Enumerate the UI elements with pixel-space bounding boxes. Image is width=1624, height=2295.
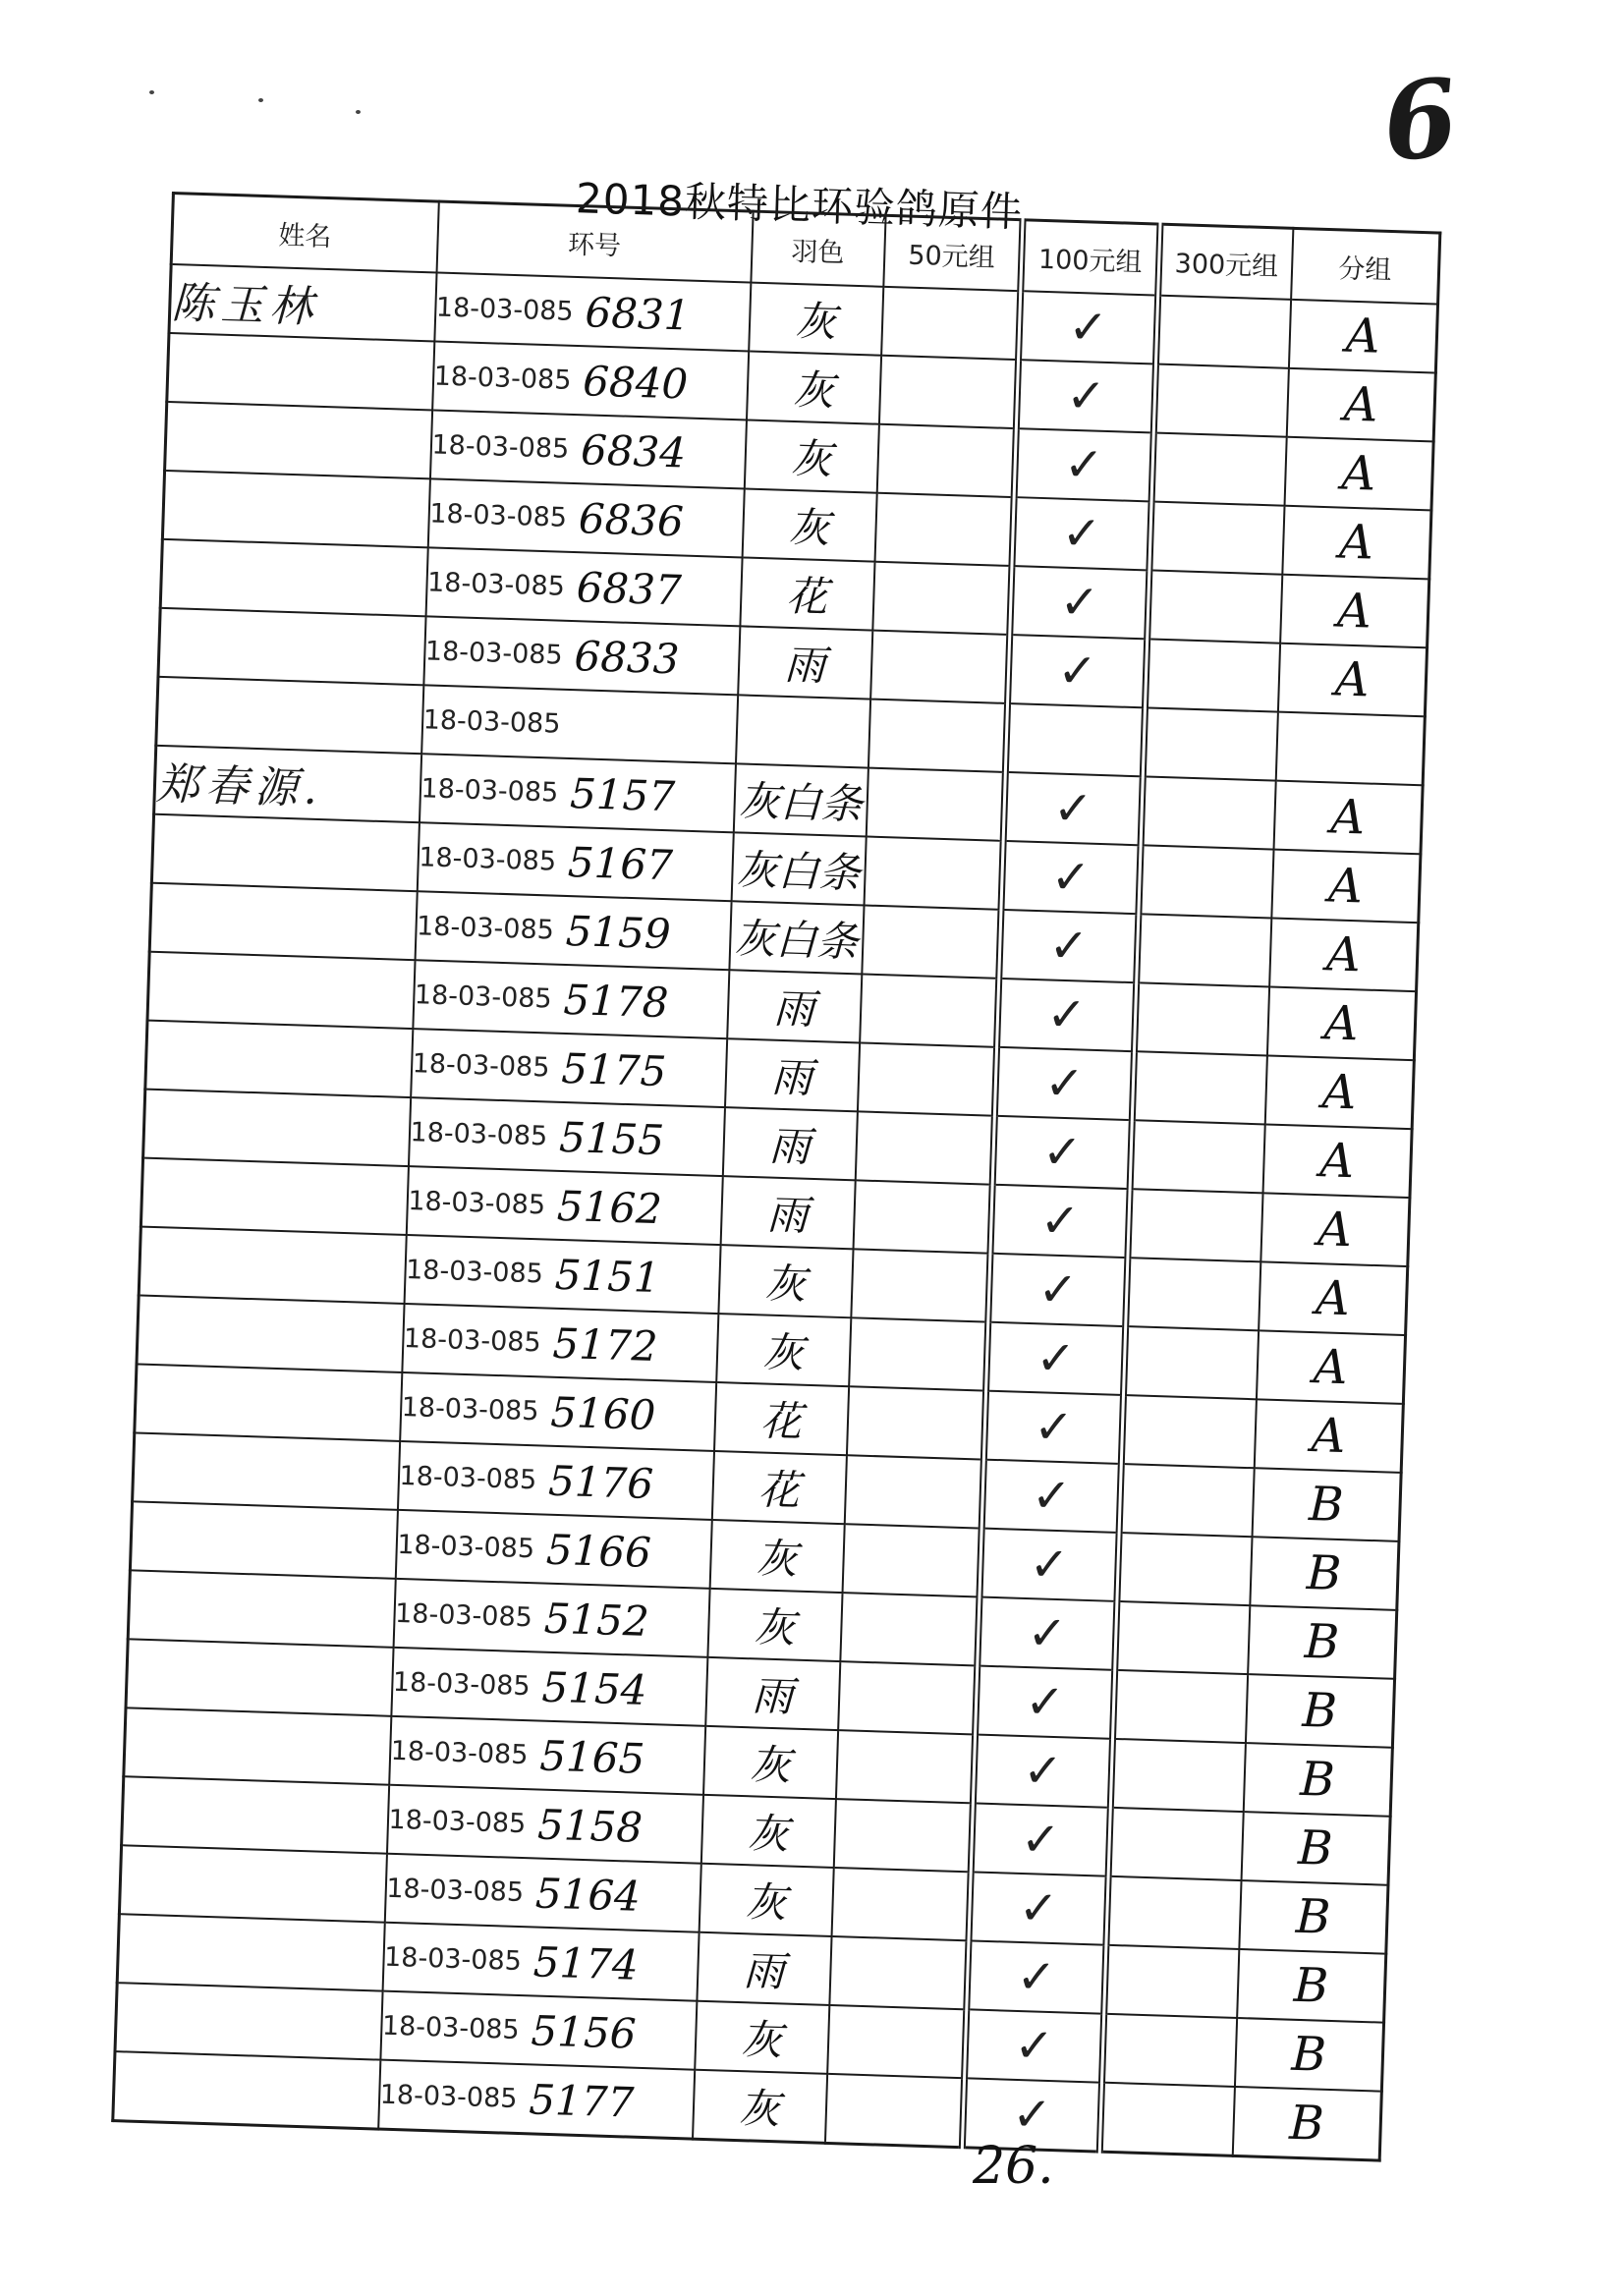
group-cell: A (1262, 1124, 1412, 1198)
group-50-cell (872, 562, 1012, 635)
group-300-cell (1151, 433, 1286, 506)
group-50-cell (829, 1936, 969, 2009)
owner-name-cell (133, 1432, 400, 1509)
ring-suffix (572, 700, 574, 749)
group-cell: A (1264, 1055, 1414, 1129)
group-300-cell (1132, 1051, 1266, 1124)
group-cell: A (1280, 575, 1429, 648)
footer-page-number: 26. (973, 2137, 1054, 2196)
ring-number-cell (378, 2060, 695, 2140)
ring-prefix: 18-03-085 (428, 497, 568, 533)
ring-suffix: 5151 (554, 1250, 661, 1302)
ring-prefix: 18-03-085 (385, 1873, 525, 1908)
ring-prefix: 18-03-085 (399, 1460, 537, 1495)
ring-number-cell (393, 1579, 709, 1657)
feather-color-cell: 灰 (707, 1589, 842, 1661)
ring-number-cell (417, 822, 733, 901)
group-100-cell: ✓ (1014, 428, 1153, 501)
group-300-cell (1145, 639, 1279, 711)
ring-suffix: 5155 (558, 1112, 665, 1164)
registration-table (111, 192, 1441, 2162)
group-100-cell: ✓ (971, 1803, 1110, 1875)
ring-prefix: 18-03-085 (390, 1735, 529, 1770)
ring-prefix: 18-03-085 (433, 360, 572, 396)
owner-name-cell (122, 1776, 389, 1853)
owner-name-cell (124, 1707, 391, 1784)
group-cell: B (1239, 1880, 1388, 1954)
ring-number-cell (380, 1991, 697, 2070)
group-100-cell: ✓ (997, 979, 1137, 1051)
owner-name-cell: 郑春源. (154, 746, 421, 822)
ring-prefix: 18-03-085 (401, 1391, 539, 1427)
group-100-cell: ✓ (999, 910, 1139, 982)
owner-name-cell (139, 1227, 406, 1304)
feather-color-cell: 灰 (709, 1520, 844, 1593)
table-area (112, 192, 1438, 2152)
feather-color-cell: 雨 (697, 1932, 831, 2005)
group-cell: B (1252, 1468, 1401, 1541)
group-300-cell (1137, 914, 1271, 986)
owner-name-cell (167, 333, 434, 410)
owner-name-cell (115, 1983, 382, 2059)
ring-suffix: 6834 (580, 424, 687, 477)
ring-number-cell (386, 1785, 702, 1864)
group-50-cell (866, 768, 1005, 841)
owner-name-cell (149, 883, 417, 960)
group-300-cell (1149, 501, 1284, 574)
group-100-cell: ✓ (962, 2078, 1101, 2152)
ring-number-cell (419, 754, 735, 832)
group-cell: B (1237, 1949, 1386, 2023)
ring-prefix: 18-03-085 (403, 1322, 542, 1358)
group-100-cell: ✓ (1003, 772, 1143, 845)
ring-number-cell (432, 341, 749, 420)
owner-name-cell (130, 1501, 397, 1578)
ring-suffix: 5175 (560, 1043, 668, 1095)
feather-color-cell: 灰 (703, 1726, 838, 1799)
ring-suffix: 5158 (536, 1800, 644, 1852)
feather-color-cell: 灰 (744, 420, 878, 492)
ring-prefix: 18-03-085 (407, 1185, 546, 1220)
group-cell: B (1232, 2087, 1381, 2160)
group-300-cell (1108, 1808, 1243, 1880)
group-50-cell (851, 1249, 990, 1321)
group-100-cell: ✓ (976, 1665, 1115, 1738)
feather-color-cell: 灰 (746, 352, 880, 424)
ring-number-cell (411, 1029, 727, 1107)
feather-color-cell: 雨 (722, 1107, 857, 1180)
group-cell: A (1271, 850, 1421, 924)
group-cell: B (1241, 1812, 1390, 1885)
ring-prefix: 18-03-085 (394, 1597, 533, 1633)
feather-color-cell: 雨 (724, 1038, 859, 1111)
group-cell: B (1250, 1537, 1399, 1610)
group-cell: B (1234, 2018, 1383, 2092)
group-300-cell (1119, 1464, 1254, 1537)
group-100-cell: ✓ (973, 1734, 1112, 1807)
feather-color-cell: 雨 (738, 626, 872, 699)
ring-prefix: 18-03-085 (422, 703, 561, 740)
owner-name-cell (151, 814, 419, 891)
group-50-cell (855, 1111, 994, 1184)
group-300-cell (1099, 2083, 1234, 2156)
group-100-cell: ✓ (1012, 497, 1151, 570)
ring-number-cell (429, 410, 746, 488)
ring-suffix: 6833 (573, 631, 681, 683)
group-50-cell (831, 1868, 971, 1940)
group-50-cell (870, 631, 1010, 703)
group-300-cell (1104, 1945, 1239, 2018)
group-50-cell (862, 905, 1001, 978)
group-100-cell: ✓ (980, 1529, 1119, 1601)
group-100-cell: ✓ (1010, 566, 1149, 639)
ring-suffix: 5178 (562, 975, 670, 1027)
ring-prefix: 18-03-085 (431, 428, 570, 465)
group-50-cell (874, 493, 1014, 566)
ring-number-cell (423, 616, 740, 695)
ring-number-cell (434, 272, 751, 351)
header-name: 姓名 (171, 194, 438, 273)
ring-number-cell (391, 1648, 707, 1726)
group-300-cell (1141, 776, 1275, 849)
group-50-cell (827, 2005, 967, 2078)
group-300-cell (1130, 1120, 1264, 1193)
header-ring: 环号 (436, 201, 753, 283)
group-300-cell (1134, 982, 1268, 1055)
ring-prefix: 18-03-085 (420, 772, 559, 809)
group-300-cell (1102, 2014, 1237, 2087)
ring-number-cell (397, 1441, 713, 1520)
header-group: 分组 (1291, 228, 1440, 304)
ring-prefix: 18-03-085 (392, 1666, 532, 1702)
group-50-cell (860, 974, 999, 1046)
ring-number-cell (402, 1304, 718, 1382)
group-cell: B (1243, 1743, 1392, 1817)
group-50-cell (876, 424, 1016, 497)
group-50-cell (853, 1180, 992, 1253)
group-cell: A (1273, 781, 1423, 855)
scan-speck (356, 110, 361, 114)
ring-suffix: 5164 (534, 1868, 642, 1921)
ring-suffix: 6831 (584, 287, 692, 340)
header-color: 羽色 (751, 211, 885, 287)
owner-name-cell (135, 1364, 402, 1440)
owner-name-cell (113, 2051, 380, 2129)
ring-suffix: 5166 (545, 1525, 652, 1577)
group-100-cell: ✓ (988, 1254, 1128, 1326)
ring-suffix: 6840 (582, 356, 690, 409)
ring-suffix: 5160 (549, 1387, 657, 1439)
group-300-cell (1155, 296, 1290, 368)
ring-suffix: 5165 (538, 1731, 646, 1783)
ring-suffix: 6836 (578, 493, 685, 546)
group-100-cell: ✓ (1001, 841, 1141, 914)
ring-suffix: 5172 (551, 1318, 659, 1371)
ring-prefix: 18-03-085 (379, 2079, 518, 2114)
ring-prefix: 18-03-085 (416, 910, 555, 946)
feather-color-cell: 雨 (705, 1657, 840, 1730)
owner-name-cell (117, 1914, 384, 1990)
owner-name-cell (128, 1570, 395, 1647)
ring-prefix: 18-03-085 (424, 635, 564, 671)
group-300-cell (1117, 1533, 1252, 1605)
group-50-cell (833, 1799, 973, 1872)
group-300-cell (1115, 1601, 1250, 1674)
group-50-cell (849, 1317, 988, 1390)
ring-number-cell (408, 1097, 724, 1176)
header-50-group: 50元组 (883, 215, 1023, 291)
group-300-cell (1153, 364, 1288, 437)
group-100-cell: ✓ (967, 1940, 1106, 2013)
group-100-cell: ✓ (983, 1391, 1123, 1464)
group-100-cell: ✓ (969, 1872, 1108, 1944)
feather-color-cell: 灰 (716, 1314, 851, 1386)
ring-number-cell (406, 1166, 722, 1245)
ring-prefix: 18-03-085 (388, 1804, 527, 1839)
owner-name-cell (160, 539, 427, 616)
group-100-cell: ✓ (992, 1116, 1132, 1189)
ring-prefix: 18-03-085 (426, 566, 566, 602)
feather-color-cell: 灰 (742, 488, 876, 561)
group-50-cell (842, 1524, 981, 1596)
owner-name-cell (162, 471, 429, 547)
feather-color-cell: 灰 (700, 1795, 835, 1868)
feather-color-cell: 灰 (695, 2001, 829, 2074)
group-cell: A (1256, 1330, 1405, 1404)
ring-prefix: 18-03-085 (412, 1047, 550, 1084)
feather-color-cell: 花 (711, 1451, 846, 1524)
owner-name-cell (126, 1639, 393, 1715)
owner-name-cell (158, 608, 425, 685)
group-cell: A (1284, 437, 1433, 511)
group-50-cell (878, 356, 1018, 428)
feather-color-cell: 灰 (693, 2070, 827, 2144)
group-50-cell (846, 1386, 985, 1459)
feather-color-cell: 雨 (720, 1176, 855, 1249)
group-cell: B (1248, 1605, 1397, 1679)
feather-color-cell: 灰白条 (731, 832, 866, 905)
ring-suffix: 6837 (576, 562, 683, 614)
group-50-cell (868, 700, 1007, 772)
group-300-cell (1121, 1395, 1256, 1468)
group-100-cell (1005, 703, 1145, 776)
group-cell: A (1254, 1399, 1403, 1473)
group-300-cell (1113, 1670, 1248, 1743)
ring-suffix: 5176 (547, 1456, 654, 1508)
group-50-cell (835, 1730, 975, 1803)
ring-number-cell (395, 1510, 711, 1589)
ring-number-cell (400, 1372, 716, 1451)
ring-number-cell (415, 891, 731, 970)
group-cell: A (1266, 986, 1416, 1060)
ring-number-cell (425, 547, 742, 626)
ring-number-cell (427, 478, 744, 557)
ring-prefix: 18-03-085 (405, 1254, 544, 1289)
feather-color-cell: 灰 (749, 283, 883, 356)
group-100-cell: ✓ (990, 1185, 1130, 1258)
group-100-cell: ✓ (994, 1047, 1134, 1120)
scan-speck (258, 98, 263, 102)
owner-name-cell (143, 1090, 411, 1166)
group-100-cell: ✓ (978, 1597, 1117, 1670)
ring-number-cell (413, 960, 729, 1038)
feather-color-cell: 雨 (727, 970, 862, 1042)
group-300-cell (1139, 845, 1273, 918)
group-50-cell (864, 837, 1003, 910)
owner-name-cell (156, 677, 423, 754)
group-cell: A (1260, 1193, 1410, 1266)
group-cell: A (1288, 300, 1437, 373)
ring-number-cell (384, 1854, 700, 1932)
group-50-cell (857, 1042, 996, 1115)
feather-color-cell: 灰 (718, 1245, 853, 1317)
group-cell: A (1269, 919, 1419, 992)
group-300-cell (1148, 570, 1282, 643)
owner-name-cell (145, 1021, 413, 1097)
owner-name-cell (147, 952, 415, 1029)
ring-prefix: 18-03-085 (381, 2010, 521, 2045)
ring-number-cell (382, 1923, 699, 2001)
feather-color-cell: 灰 (699, 1864, 833, 1936)
owner-name-cell: 陈玉林 (169, 264, 436, 341)
ring-suffix: 5162 (556, 1181, 663, 1233)
group-50-cell (824, 2074, 964, 2148)
group-cell: A (1277, 644, 1427, 717)
sheet-number: 6 (1376, 55, 1464, 187)
ring-suffix: 5177 (528, 2074, 636, 2127)
group-cell: A (1282, 506, 1431, 580)
ring-prefix: 18-03-085 (396, 1529, 535, 1564)
ring-suffix: 5167 (567, 837, 674, 889)
ring-suffix: 5156 (530, 2005, 638, 2058)
ring-prefix: 18-03-085 (435, 292, 575, 327)
group-50-cell (838, 1661, 978, 1734)
ring-suffix: 5159 (565, 906, 672, 958)
owner-name-cell (119, 1845, 386, 1922)
group-100-cell: ✓ (1008, 635, 1148, 707)
owner-name-cell (165, 402, 432, 478)
group-100-cell: ✓ (986, 1322, 1126, 1395)
group-300-cell (1123, 1326, 1258, 1399)
feather-color-cell: 灰白条 (733, 763, 868, 836)
header-100-group: 100元组 (1021, 220, 1160, 296)
group-cell (1275, 712, 1425, 786)
feather-color-cell (735, 695, 869, 767)
ring-number-cell (404, 1235, 720, 1314)
ring-suffix: 5157 (569, 768, 676, 820)
ring-number-cell (389, 1716, 705, 1795)
group-50-cell (844, 1455, 983, 1528)
feather-color-cell: 花 (740, 557, 874, 630)
group-cell: A (1259, 1261, 1408, 1335)
group-100-cell: ✓ (1019, 291, 1158, 364)
group-100-cell: ✓ (965, 2009, 1104, 2082)
group-300-cell (1143, 707, 1277, 780)
group-50-cell (881, 287, 1021, 360)
group-cell: A (1286, 368, 1435, 442)
table-body (113, 264, 1438, 2160)
ring-prefix: 18-03-085 (414, 979, 553, 1015)
ring-prefix: 18-03-085 (383, 1941, 523, 1977)
scan-speck (149, 90, 154, 94)
group-300-cell (1106, 1876, 1241, 1949)
ring-prefix: 18-03-085 (418, 841, 557, 877)
ring-number-cell (421, 685, 738, 763)
ring-prefix: 18-03-085 (410, 1116, 548, 1151)
ring-suffix: 5174 (532, 1936, 640, 1989)
feather-color-cell: 灰白条 (729, 901, 864, 974)
group-cell: B (1245, 1674, 1394, 1748)
group-100-cell: ✓ (981, 1460, 1121, 1533)
ring-suffix: 5152 (543, 1594, 650, 1646)
group-300-cell (1110, 1739, 1245, 1812)
group-100-cell: ✓ (1016, 360, 1155, 432)
group-300-cell (1126, 1258, 1260, 1330)
header-300-group: 300元组 (1158, 224, 1293, 300)
group-300-cell (1128, 1189, 1262, 1261)
feather-color-cell: 花 (714, 1382, 849, 1455)
ring-suffix: 5154 (540, 1662, 648, 1714)
owner-name-cell (137, 1295, 404, 1371)
group-50-cell (840, 1593, 980, 1665)
page-title: 2018秋特比环验鸽原件 (575, 174, 1024, 237)
owner-name-cell (140, 1158, 408, 1235)
